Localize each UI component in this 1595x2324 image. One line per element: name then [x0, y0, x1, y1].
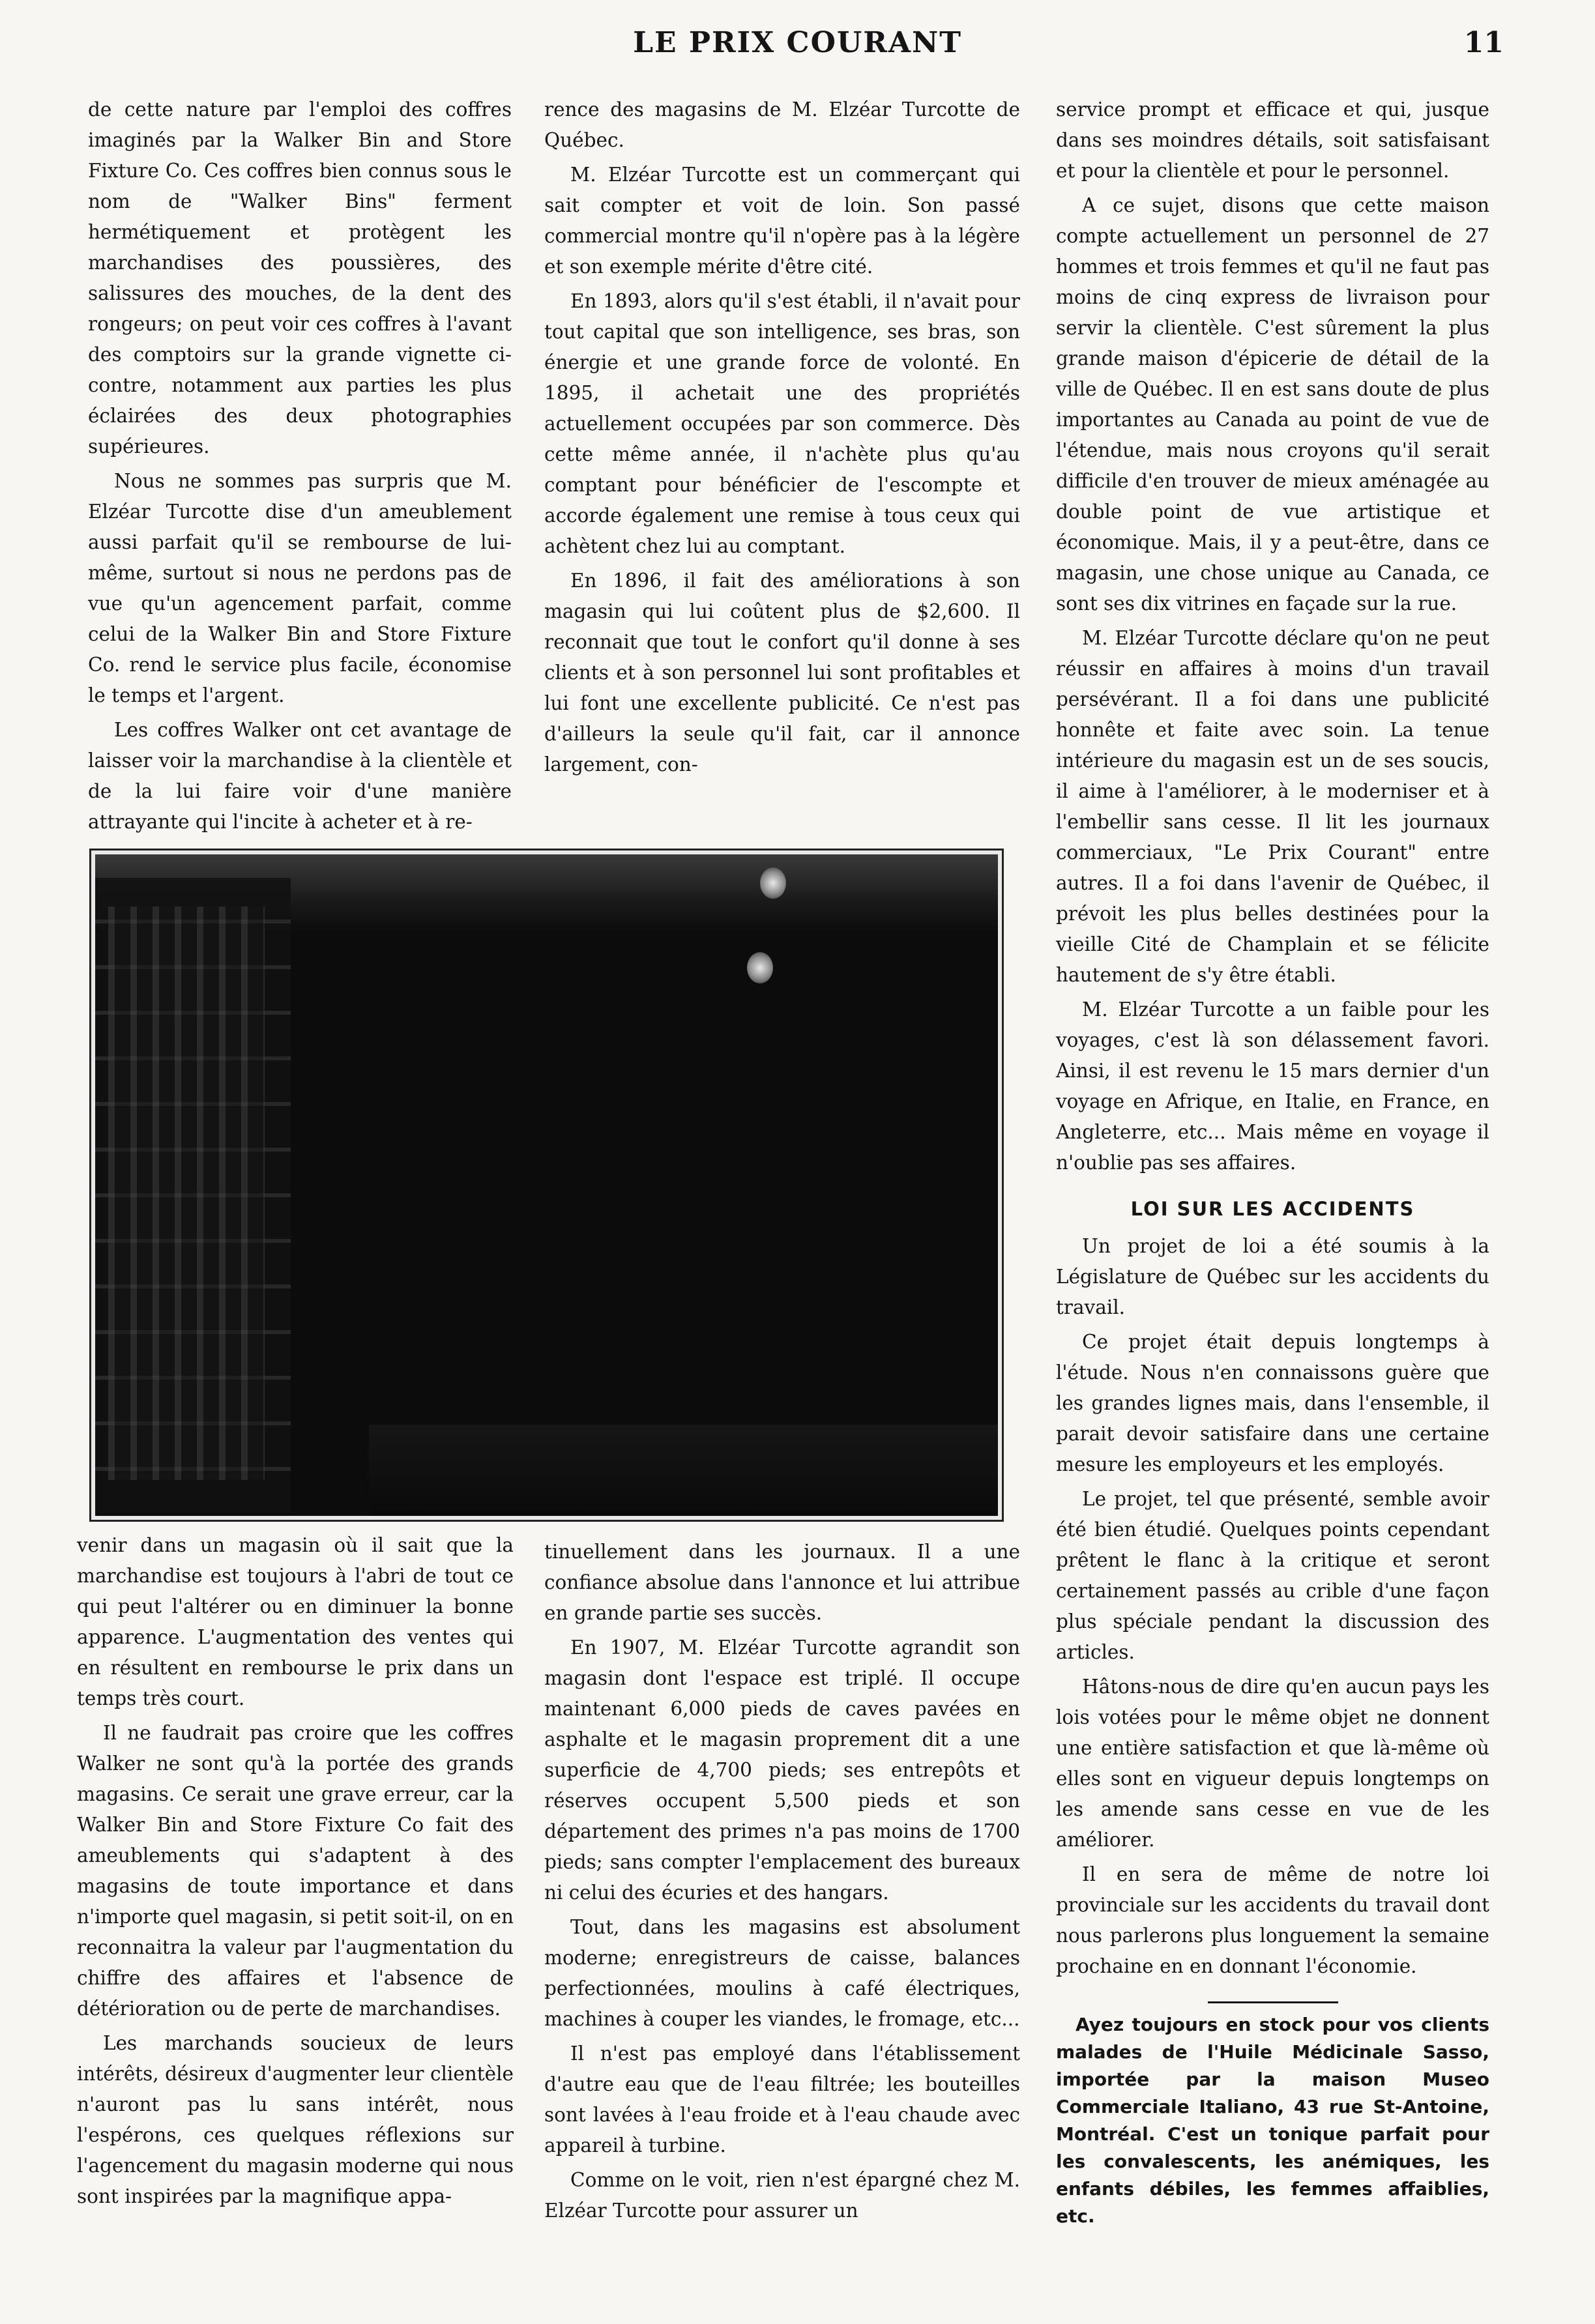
page-header — [0, 26, 1595, 65]
divider — [1208, 2001, 1338, 2003]
paragraph: En 1896, il fait des améliorations à son magasin qui lui coûtent plus de $2,600. Il reconnait que tout le confort qu'il donne à ses clients et à son personnel lui sont profitables et lui font une excellente publicité. Ce n'est pas d'ailleurs la seule qu'il fait, car il annonce largement, con- — [544, 570, 1020, 776]
paragraph: Hâtons-nous de dire qu'en aucun pays les lois votées pour le même objet ne donnent une entière satisfaction et que là-même où elles sont en vigueur depuis longtemps on les amende sans cesse en vue de les améliorer. — [1056, 1676, 1489, 1851]
paragraph: Ce projet était depuis longtemps à l'étude. Nous n'en connaissons guère que les grandes lignes mais, dans l'ensemble, il parait devoir satisfaire dans une certaine mesure les employeurs et les employés. — [1056, 1331, 1489, 1475]
paragraph: En 1893, alors qu'il s'est établi, il n'avait pour tout capital que son intelligence, ses bras, son énergie et une grande force de volonté. En 1895, il achetait une des propriétés actuellement occupées par son commerce. Dès cette même année, il n'achète plus qu'au comptant pour bénéficier de l'escompte et accorde également une remise à tous ceux qui achètent chez lui au comptant. — [544, 290, 1020, 557]
column-left-bottom — [77, 1530, 514, 2216]
paragraph: Comme on le voit, rien n'est épargné chez M. Elzéar Turcotte pour assurer un — [544, 2169, 1020, 2222]
column-middle-bottom — [544, 1537, 1020, 2230]
newspaper-title: LE PRIX COURANT — [633, 26, 962, 59]
paragraph: service prompt et efficace et qui, jusque dans ses moindres détails, soit satisfaisant et pour la clientèle et pour le personnel. — [1056, 98, 1489, 182]
paragraph: Les marchands soucieux de leurs intérêts, désireux d'augmenter leur clientèle n'auront pas lu sans intérêt, nous l'espérons, ces quelques réflexions sur l'agencement du magasin moderne qui nous sont inspirées par la magnifique appa- — [77, 2032, 514, 2207]
paragraph: de cette nature par l'emploi des coffres imaginés par la Walker Bin and Store Fixture Co. Ces coffres bien connus sous le nom de "Walker Bins" ferment hermétiquement et protègent les marchandises des poussières, des salissures des mouches, de la dent des rongeurs; on peut voir ces coffres à l'avant des comptoirs sur la grande vignette ci-contre, notamment aux parties les plus éclairées des deux photographies supérieures. — [88, 98, 512, 458]
paragraph: Les coffres Walker ont cet avantage de laisser voir la marchandise à la clientèle et de la lui faire voir d'une manière attrayante qui l'incite à acheter et à re- — [88, 719, 512, 833]
page-number: 11 — [1463, 26, 1504, 59]
paragraph: M. Elzéar Turcotte déclare qu'on ne peut réussir en affaires à moins d'un travail persévérant. Il a foi dans une publicité honnête et faite avec soin. La tenue intérieure du magasin est un de ses soucis, il aime à l'améliorer, à le moderniser et à l'embellir sans cesse. Il lit les journaux commerciaux, "Le Prix Courant" entre autres. Il a foi dans l'avenir de Québec, il prévoit les plus belles destinées pour la vieille Cité de Champlain et se félicite hautement de s'y être établi. — [1056, 627, 1489, 986]
paragraph: M. Elzéar Turcotte a un faible pour les voyages, c'est là son délassement favori. Ainsi, il est revenu le 15 mars dernier d'un voyage en Afrique, en Italie, en France, en Angleterre, etc... Mais même en voyage il n'oublie pas ses affaires. — [1056, 998, 1489, 1174]
ad-paragraph: Ayez toujours en stock pour vos clients malades de l'Huile Médicinale Sasso, importée par la maison Museo Commerciale Italiano, 43 rue St-Antoine, Montréal. C'est un tonique parfait pour les convalescents, les anémiques, les enfants débiles, les femmes affaiblies, etc. — [1056, 2014, 1489, 2227]
paragraph: Tout, dans les magasins est absolument moderne; enregistreurs de caisse, balances perfectionnées, moulins à café électriques, machines à couper les viandes, le fromage, etc... — [544, 1916, 1020, 2030]
column-right — [1056, 94, 1489, 2234]
paragraph: A ce sujet, disons que cette maison compte actuellement un personnel de 27 hommes et trois femmes et qu'il ne faut pas moins de cinq express de livraison pour servir la clientèle. C'est sûrement la plus grande maison d'épicerie de détail de la ville de Québec. Il en est sans doute de plus importantes au Canada au point de vue de l'étendue, mais nous croyons qu'il serait difficile d'en trouver de mieux aménagée au double point de vue artistique et économique. Mais, il y a peut-être, dans ce magasin, une chose unique au Canada, ce sont ses dix vitrines en façade sur la rue. — [1056, 194, 1489, 615]
paragraph: Le projet, tel que présenté, semble avoir été bien étudié. Quelques points cependant prêtent le flanc à la critique et seront certainement passés au crible d'une façon plus spéciale pendant la discussion des articles. — [1056, 1488, 1489, 1663]
paragraph: rence des magasins de M. Elzéar Turcotte de Québec. — [544, 98, 1020, 151]
paragraph: Nous ne sommes pas surpris que M. Elzéar Turcotte dise d'un ameublement aussi parfait qu'il se rembourse de lui-même, surtout si nous ne perdons pas de vue qu'un agencement parfait, comme celui de la Walker Bin and Store Fixture Co. rend le service plus facile, économise le temps et l'argent. — [88, 470, 512, 706]
photo-shelf-items — [108, 907, 265, 1480]
paragraph: Il n'est pas employé dans l'établissement d'autre eau que de l'eau filtrée; les bouteilles sont lavées à l'eau froide et à l'eau chaude avec appareil à turbine. — [544, 2042, 1020, 2157]
paragraph: En 1907, M. Elzéar Turcotte agrandit son magasin dont l'espace est triplé. Il occupe maintenant 6,000 pieds de caves pavées en asphalte et le magasin proprement dit a une superficie de 4,700 pieds; ses entrepôts et réserves occupent 5,500 pieds et son département des primes n'a pas moins de 1700 pieds; sans compter l'emplacement des bureaux ni celui des écuries et des hangars. — [544, 1636, 1020, 1904]
photo-counter — [369, 1425, 998, 1516]
advertisement — [1056, 2011, 1489, 2230]
paragraph: Il en sera de même de notre loi provinciale sur les accidents du travail dont nous parlerons plus longuement la semaine prochaine en en donnant l'économie. — [1056, 1863, 1489, 1977]
paragraph: M. Elzéar Turcotte est un commerçant qui sait compter et voit de loin. Son passé commercial montre qu'il n'opère pas à la légère et son exemple mérite d'être cité. — [544, 164, 1020, 278]
store-interior-photo — [91, 850, 1002, 1520]
column-left-top — [88, 94, 512, 841]
column-middle-top — [544, 94, 1020, 784]
paragraph: Il ne faudrait pas croire que les coffres Walker ne sont qu'à la portée des grands magasins. Ce serait une grave erreur, car la Walker Bin and Store Fixture Co fait des ameublements qui s'adaptent à des magasins de toute importance et dans n'importe quel magasin, si petit soit-il, on en reconnaitra la valeur par l'augmentation du chiffre des affaires et l'absence de détérioration ou de perte de marchandises. — [77, 1722, 514, 2020]
paragraph: venir dans un magasin où il sait que la marchandise est toujours à l'abri de tout ce qui peut l'altérer ou en diminuer la bonne apparence. L'augmentation des ventes qui en résultent en rembourse le prix dans un temps très court. — [77, 1534, 514, 1709]
photo-lamp — [747, 952, 773, 983]
photo-lamp — [760, 867, 786, 899]
paragraph: tinuellement dans les journaux. Il a une confiance absolue dans l'annonce et lui attribue en grande partie ses succès. — [544, 1541, 1020, 1624]
paragraph: Un projet de loi a été soumis à la Législature de Québec sur les accidents du travail. — [1056, 1235, 1489, 1318]
section-title: LOI SUR LES ACCIDENTS — [1130, 1198, 1415, 1220]
